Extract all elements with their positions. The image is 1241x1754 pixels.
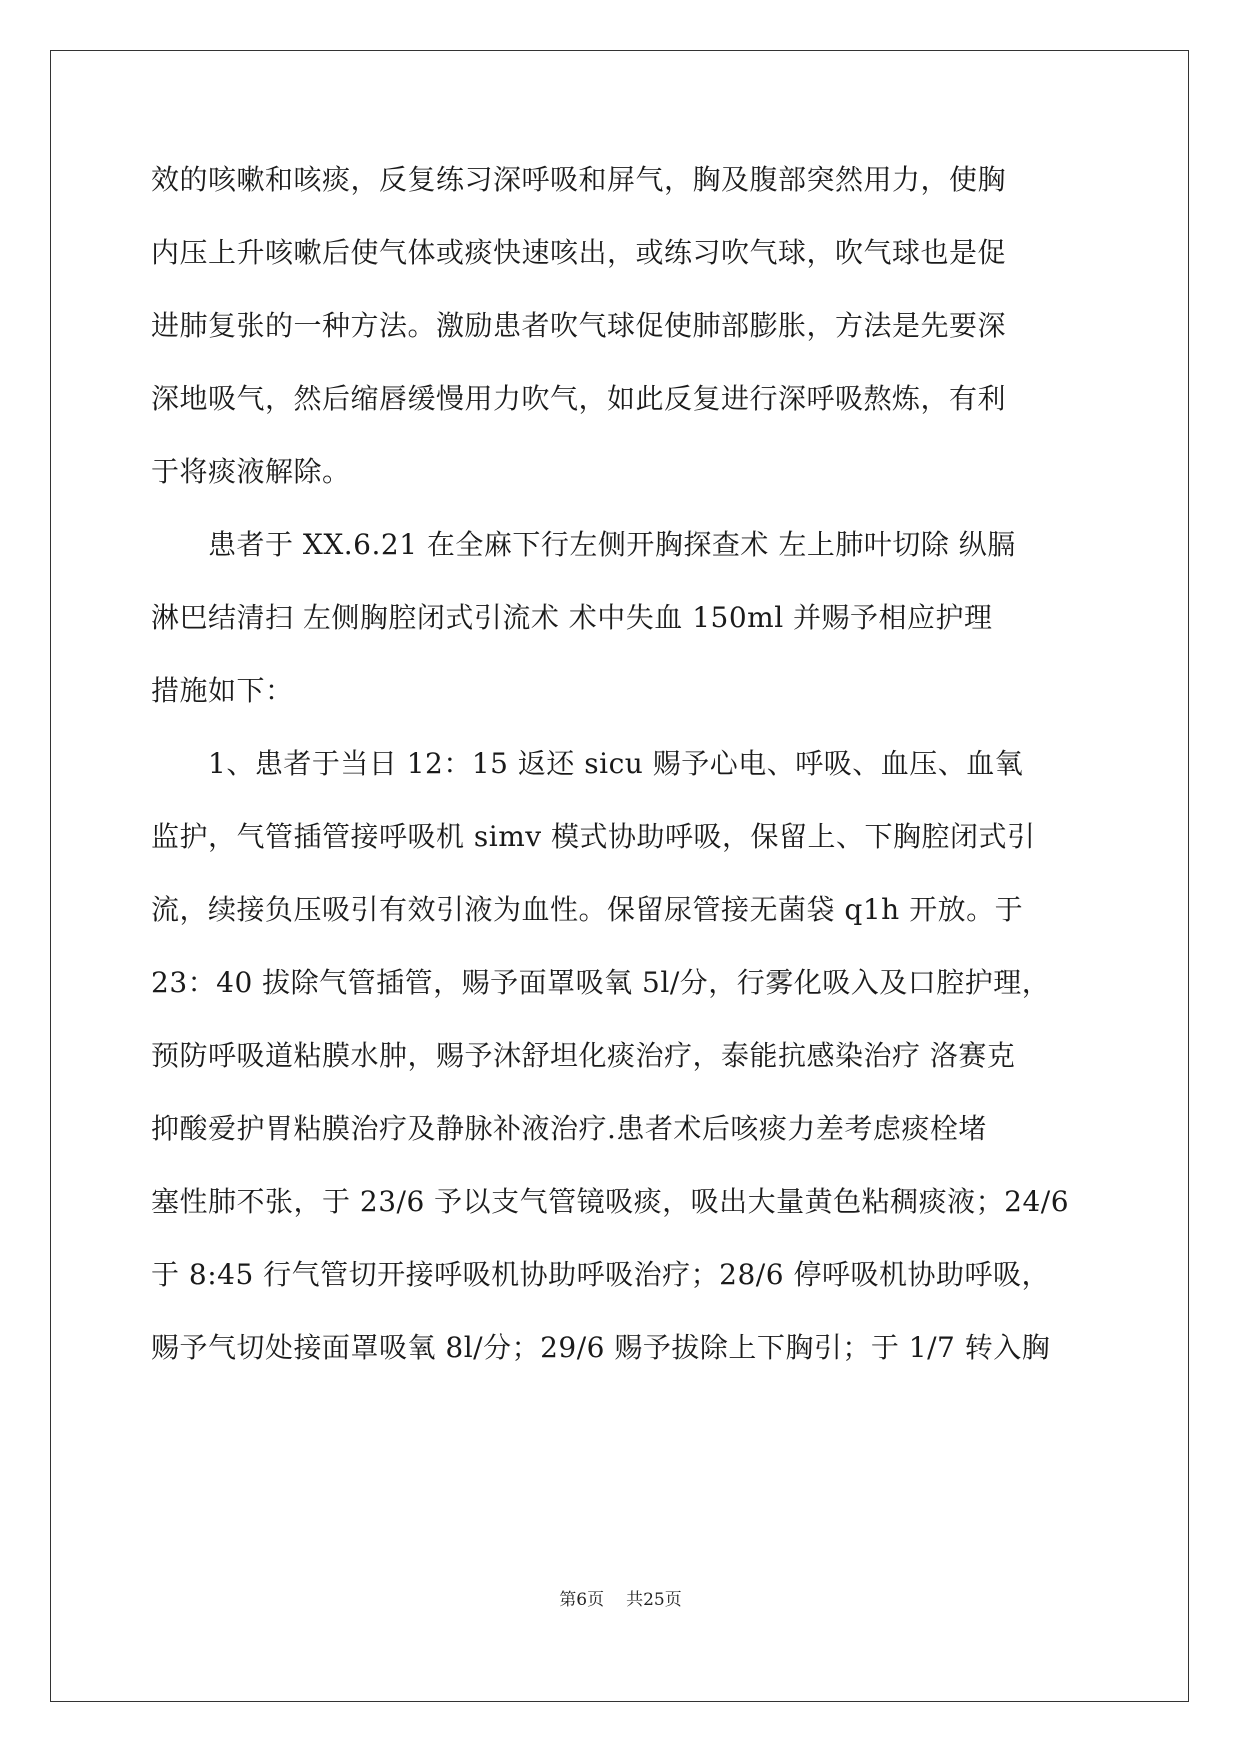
text-line: 深地吸气，然后缩唇缓慢用力吹气，如此反复进行深呼吸熬炼，有利 [151,382,1007,415]
text-line: 内压上升咳嗽后使气体或痰快速咳出，或练习吹气球，吹气球也是促 [151,236,1007,269]
text-line: 进肺复张的一种方法。激励患者吹气球促使肺部膨胀，方法是先要深 [151,309,1007,342]
page-footer [0,1588,1241,1612]
text-line: 于将痰液解除。 [151,455,351,488]
text-line: 抑酸爱护胃粘膜治疗及静脉补液治疗.患者术后咳痰力差考虑痰栓堵 [151,1112,987,1145]
text-line: 流，续接负压吸引有效引液为血性。保留尿管接无菌袋 q1h 开放。于 [151,893,1024,926]
text-line: 23：40 拔除气管插管，赐予面罩吸氧 5l/分，行雾化吸入及口腔护理， [151,966,1051,999]
page-border [50,50,1189,1702]
page-number: 第6页 [559,1590,605,1610]
text-line: 于 8:45 行气管切开接呼吸机协助呼吸治疗；28/6 停呼吸机协助呼吸， [151,1258,1050,1291]
page-total: 共25页 [626,1590,682,1610]
text-line: 措施如下： [151,674,294,707]
text-line: 效的咳嗽和咳痰，反复练习深呼吸和屏气，胸及腹部突然用力，使胸 [151,163,1007,196]
text-line: 预防呼吸道粘膜水肿，赐予沐舒坦化痰治疗，泰能抗感染治疗 洛赛克 [151,1039,1016,1072]
text-line: 患者于 XX.6.21 在全麻下行左侧开胸探查术 左上肺叶切除 纵膈 [151,528,1016,561]
text-line: 1、患者于当日 12：15 返还 sicu 赐予心电、呼吸、血压、血氧 [151,747,1024,780]
text-line: 塞性肺不张，于 23/6 予以支气管镜吸痰，吸出大量黄色粘稠痰液；24/6 [151,1185,1070,1218]
text-line: 淋巴结清扫 左侧胸腔闭式引流术 术中失血 150ml 并赐予相应护理 [151,601,993,634]
text-line: 赐予气切处接面罩吸氧 8l/分；29/6 赐予拔除上下胸引；于 1/7 转入胸 [151,1331,1051,1364]
text-line: 监护，气管插管接呼吸机 simv 模式协助呼吸，保留上、下胸腔闭式引 [151,820,1036,853]
